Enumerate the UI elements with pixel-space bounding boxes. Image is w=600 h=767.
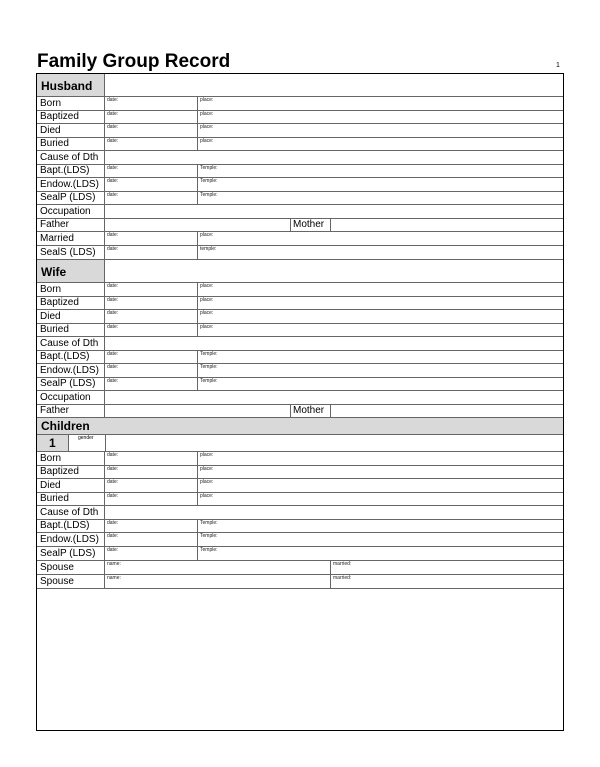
- page-title: Family Group Record: [37, 51, 231, 72]
- place-label: place:: [200, 97, 214, 103]
- date-label: date:: [107, 493, 119, 499]
- children-header-row: [37, 418, 563, 435]
- husband-endow-lds-label: Endow.(LDS): [37, 178, 105, 191]
- children-header: Children: [37, 418, 563, 434]
- date-label: date:: [107, 138, 119, 144]
- husband-header-row: [37, 74, 563, 97]
- temple-label: Temple:: [200, 165, 218, 171]
- temple-label: Temple:: [200, 547, 218, 553]
- child-buried-label: Buried: [37, 493, 105, 505]
- temple-label: Temple:: [200, 192, 218, 198]
- wife-father-label: Father: [37, 405, 105, 417]
- place-label: place:: [200, 452, 214, 458]
- temple-label: Temple:: [200, 533, 218, 539]
- husband-mother-label: Mother: [293, 219, 325, 230]
- child-cause-label: Cause of Dth: [37, 506, 105, 519]
- husband-sealp-lds-label: SealP (LDS): [37, 192, 105, 204]
- wife-born-row[interactable]: [37, 283, 563, 297]
- married-label: married:: [333, 575, 352, 581]
- child-baptized-label: Baptized: [37, 466, 105, 478]
- wife-died-label: Died: [37, 310, 105, 323]
- child-endow-lds-row[interactable]: [37, 533, 563, 547]
- wife-parents-row[interactable]: [37, 405, 563, 418]
- date-label: date:: [107, 232, 119, 238]
- date-label: date:: [107, 364, 119, 370]
- place-label: place:: [200, 232, 214, 238]
- wife-occupation-row[interactable]: [37, 391, 563, 405]
- child-sealp-lds-row[interactable]: [37, 547, 563, 561]
- child-born-label: Born: [37, 452, 105, 465]
- date-label: date:: [107, 520, 119, 526]
- page-number: 1: [556, 62, 560, 69]
- wife-endow-lds-label: Endow.(LDS): [37, 364, 105, 377]
- husband-born-label: Born: [37, 97, 105, 110]
- husband-occupation-label: Occupation: [37, 205, 105, 218]
- temple-label: temple:: [200, 246, 217, 252]
- husband-married-label: Married: [37, 232, 105, 245]
- child-bapt-lds-label: Bapt.(LDS): [37, 520, 105, 532]
- place-label: place:: [200, 479, 214, 485]
- date-label: date:: [107, 547, 119, 553]
- husband-died-label: Died: [37, 124, 105, 137]
- place-label: place:: [200, 466, 214, 472]
- place-label: place:: [200, 493, 214, 499]
- date-label: date:: [107, 124, 119, 130]
- wife-bapt-lds-row[interactable]: [37, 351, 563, 364]
- child-endow-lds-label: Endow.(LDS): [37, 533, 105, 546]
- husband-endow-lds-row[interactable]: [37, 178, 563, 192]
- date-label: date:: [107, 324, 119, 330]
- date-label: date:: [107, 310, 119, 316]
- wife-cause-label: Cause of Dth: [37, 337, 105, 350]
- child-died-row[interactable]: [37, 479, 563, 493]
- wife-born-label: Born: [37, 283, 105, 296]
- husband-born-row[interactable]: [37, 97, 563, 111]
- husband-seals-lds-label: SealS (LDS): [37, 246, 105, 259]
- date-label: date:: [107, 533, 119, 539]
- temple-label: Temple:: [200, 351, 218, 357]
- name-label: name:: [107, 575, 121, 581]
- date-label: date:: [107, 283, 119, 289]
- place-label: place:: [200, 124, 214, 130]
- date-label: date:: [107, 351, 119, 357]
- date-label: date:: [107, 466, 119, 472]
- wife-buried-label: Buried: [37, 324, 105, 336]
- name-label: name:: [107, 561, 121, 567]
- place-label: place:: [200, 283, 214, 289]
- child-died-label: Died: [37, 479, 105, 492]
- child-bapt-lds-row[interactable]: [37, 520, 563, 533]
- husband-buried-row[interactable]: [37, 138, 563, 151]
- wife-baptized-label: Baptized: [37, 297, 105, 309]
- husband-baptized-row[interactable]: [37, 111, 563, 124]
- husband-married-row[interactable]: [37, 232, 563, 246]
- child-spouse-1-row[interactable]: [37, 561, 563, 575]
- wife-died-row[interactable]: [37, 310, 563, 324]
- wife-header-row: [37, 260, 563, 283]
- date-label: date:: [107, 97, 119, 103]
- child-spouse-2-row[interactable]: [37, 575, 563, 589]
- place-label: place:: [200, 310, 214, 316]
- husband-baptized-label: Baptized: [37, 111, 105, 123]
- family-record-form: [36, 73, 564, 731]
- place-label: place:: [200, 138, 214, 144]
- date-label: date:: [107, 297, 119, 303]
- husband-bapt-lds-row[interactable]: [37, 165, 563, 178]
- wife-buried-row[interactable]: [37, 324, 563, 337]
- place-label: place:: [200, 111, 214, 117]
- wife-mother-label: Mother: [293, 405, 325, 416]
- child-baptized-row[interactable]: [37, 466, 563, 479]
- husband-parents-row[interactable]: [37, 219, 563, 232]
- wife-bapt-lds-label: Bapt.(LDS): [37, 351, 105, 363]
- husband-seals-lds-row[interactable]: [37, 246, 563, 260]
- temple-label: Temple:: [200, 364, 218, 370]
- date-label: date:: [107, 111, 119, 117]
- child-spouse-label: Spouse: [37, 575, 105, 588]
- child-sealp-lds-label: SealP (LDS): [37, 547, 105, 560]
- husband-died-row[interactable]: [37, 124, 563, 138]
- temple-label: Temple:: [200, 520, 218, 526]
- wife-sealp-lds-row[interactable]: [37, 378, 563, 391]
- date-label: date:: [107, 479, 119, 485]
- husband-occupation-row[interactable]: [37, 205, 563, 219]
- married-label: married:: [333, 561, 352, 567]
- date-label: date:: [107, 246, 119, 252]
- wife-occupation-label: Occupation: [37, 391, 105, 404]
- child-spouse-label: Spouse: [37, 561, 105, 574]
- child-born-row[interactable]: [37, 452, 563, 466]
- child-buried-row[interactable]: [37, 493, 563, 506]
- wife-cause-row[interactable]: [37, 337, 563, 351]
- date-label: date:: [107, 378, 119, 384]
- child-1-name-row[interactable]: [37, 435, 563, 452]
- date-label: date:: [107, 452, 119, 458]
- place-label: place:: [200, 297, 214, 303]
- wife-header: Wife: [37, 260, 105, 282]
- wife-baptized-row[interactable]: [37, 297, 563, 310]
- husband-cause-row[interactable]: [37, 151, 563, 165]
- temple-label: Temple:: [200, 378, 218, 384]
- husband-bapt-lds-label: Bapt.(LDS): [37, 165, 105, 177]
- date-label: date:: [107, 165, 119, 171]
- husband-sealp-lds-row[interactable]: [37, 192, 563, 205]
- place-label: place:: [200, 324, 214, 330]
- wife-sealp-lds-label: SealP (LDS): [37, 378, 105, 390]
- husband-father-label: Father: [37, 219, 105, 231]
- child-cause-row[interactable]: [37, 506, 563, 520]
- gender-label: gender: [78, 435, 94, 441]
- husband-header: Husband: [37, 74, 105, 96]
- child-number: 1: [37, 435, 69, 451]
- husband-buried-label: Buried: [37, 138, 105, 150]
- temple-label: Temple:: [200, 178, 218, 184]
- wife-endow-lds-row[interactable]: [37, 364, 563, 378]
- husband-cause-label: Cause of Dth: [37, 151, 105, 164]
- date-label: date:: [107, 178, 119, 184]
- date-label: date:: [107, 192, 119, 198]
